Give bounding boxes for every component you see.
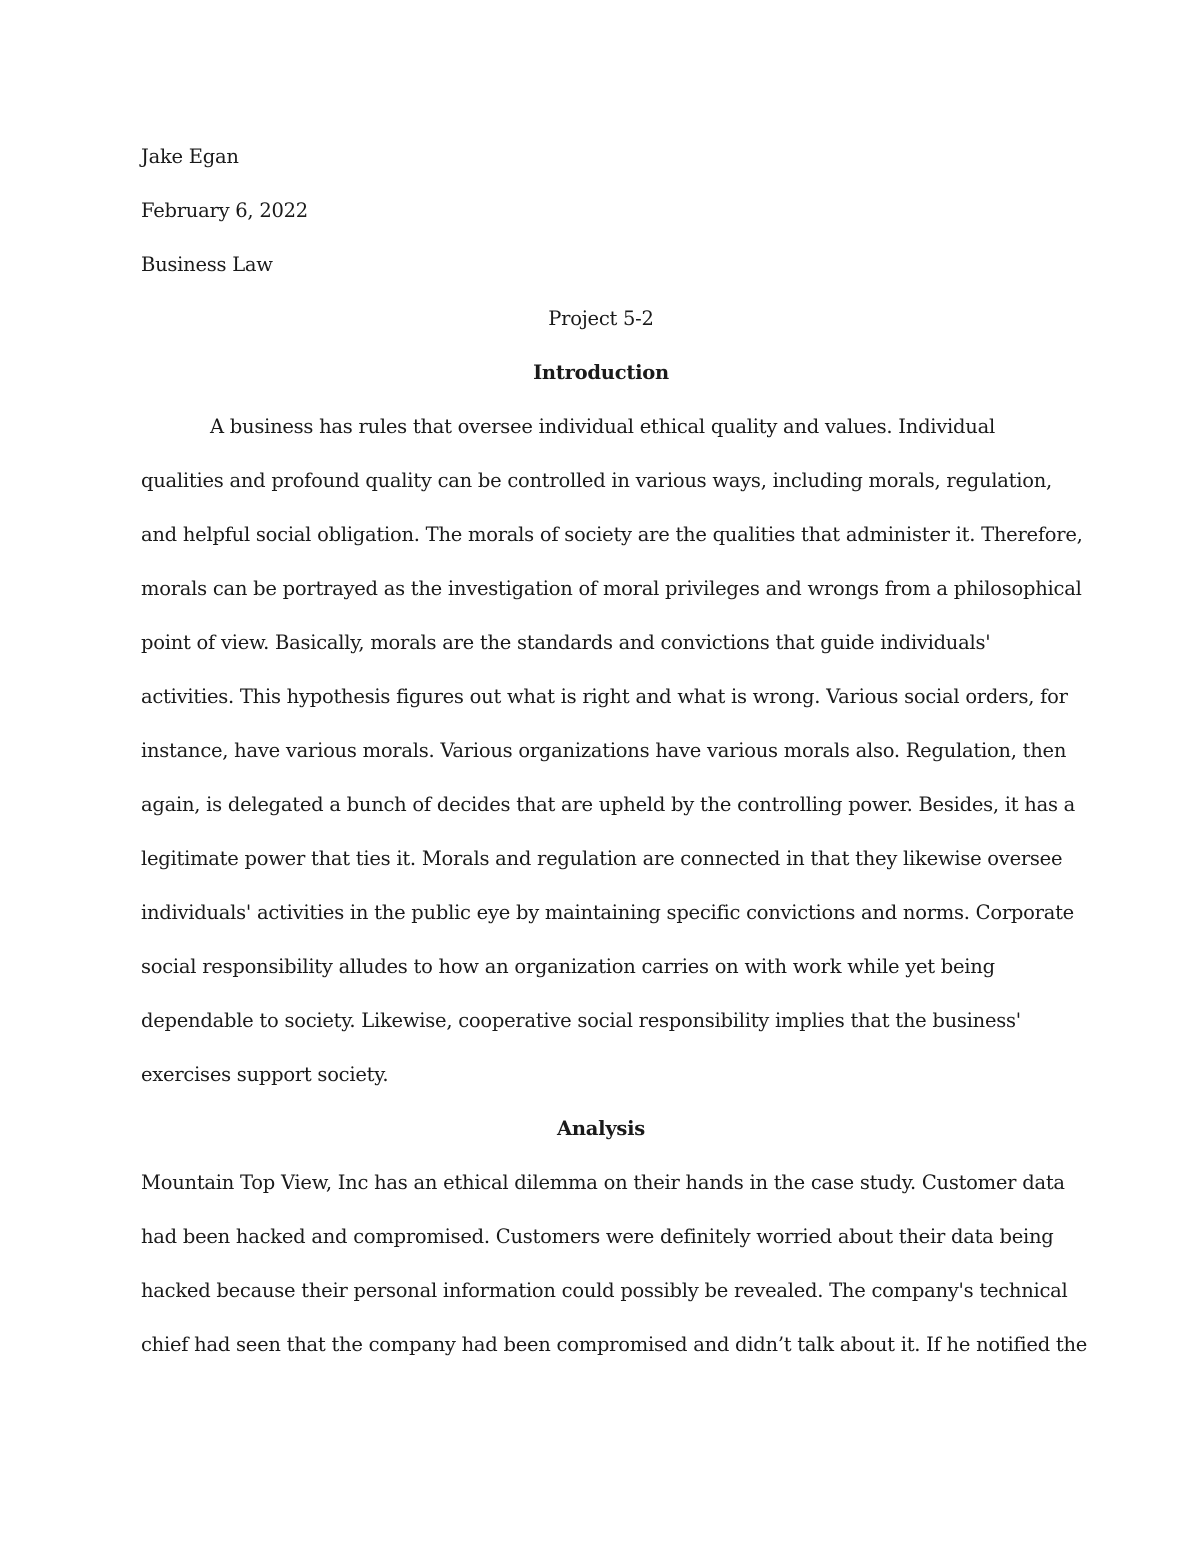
paragraph-line: qualities and profound quality can be controlled in various ways, including morals, regulation,: [141, 469, 1052, 492]
paragraph-line: had been hacked and compromised. Customers were definitely worried about their data being: [141, 1225, 1054, 1248]
paragraph-line: social responsibility alludes to how an organization carries on with work while yet being: [141, 955, 995, 978]
introduction-heading: Introduction: [533, 361, 669, 384]
document-date: February 6, 2022: [141, 199, 308, 222]
document-title: Project 5-2: [548, 307, 654, 330]
paragraph-line: individuals' activities in the public eye by maintaining specific convictions and norms. Corporate: [141, 901, 1074, 924]
analysis-heading: Analysis: [556, 1117, 646, 1140]
analysis-paragraph: [141, 1156, 1088, 1372]
paragraph-line: A business has rules that oversee individual ethical quality and values. Individual: [210, 415, 995, 438]
introduction-paragraph: [141, 400, 1083, 1102]
paragraph-line: again, is delegated a bunch of decides that are upheld by the controlling power. Besides, it has a: [141, 793, 1076, 816]
paragraph-line: and helpful social obligation. The morals of society are the qualities that administer it. Therefore,: [141, 523, 1083, 546]
paragraph-line: hacked because their personal information could possibly be revealed. The company's technical: [141, 1279, 1068, 1302]
paragraph-line: dependable to society. Likewise, cooperative social responsibility implies that the business': [141, 1009, 1021, 1032]
course-name: Business Law: [141, 253, 273, 276]
paragraph-line: instance, have various morals. Various organizations have various morals also. Regulation, then: [141, 739, 1067, 762]
paragraph-line: morals can be portrayed as the investigation of moral privileges and wrongs from a philosophical: [141, 577, 1082, 600]
paragraph-line: chief had seen that the company had been compromised and didn’t talk about it. If he notified the: [141, 1333, 1088, 1356]
paragraph-line: exercises support society.: [141, 1063, 389, 1086]
document-body: [141, 130, 1088, 1372]
paragraph-line: Mountain Top View, Inc has an ethical dilemma on their hands in the case study. Customer data: [141, 1171, 1065, 1194]
paragraph-line: point of view. Basically, morals are the standards and convictions that guide individuals': [141, 631, 991, 654]
author-name: Jake Egan: [141, 145, 239, 168]
paragraph-line: legitimate power that ties it. Morals and regulation are connected in that they likewise oversee: [141, 847, 1063, 870]
paragraph-line: activities. This hypothesis figures out what is right and what is wrong. Various social orders, for: [141, 685, 1068, 708]
